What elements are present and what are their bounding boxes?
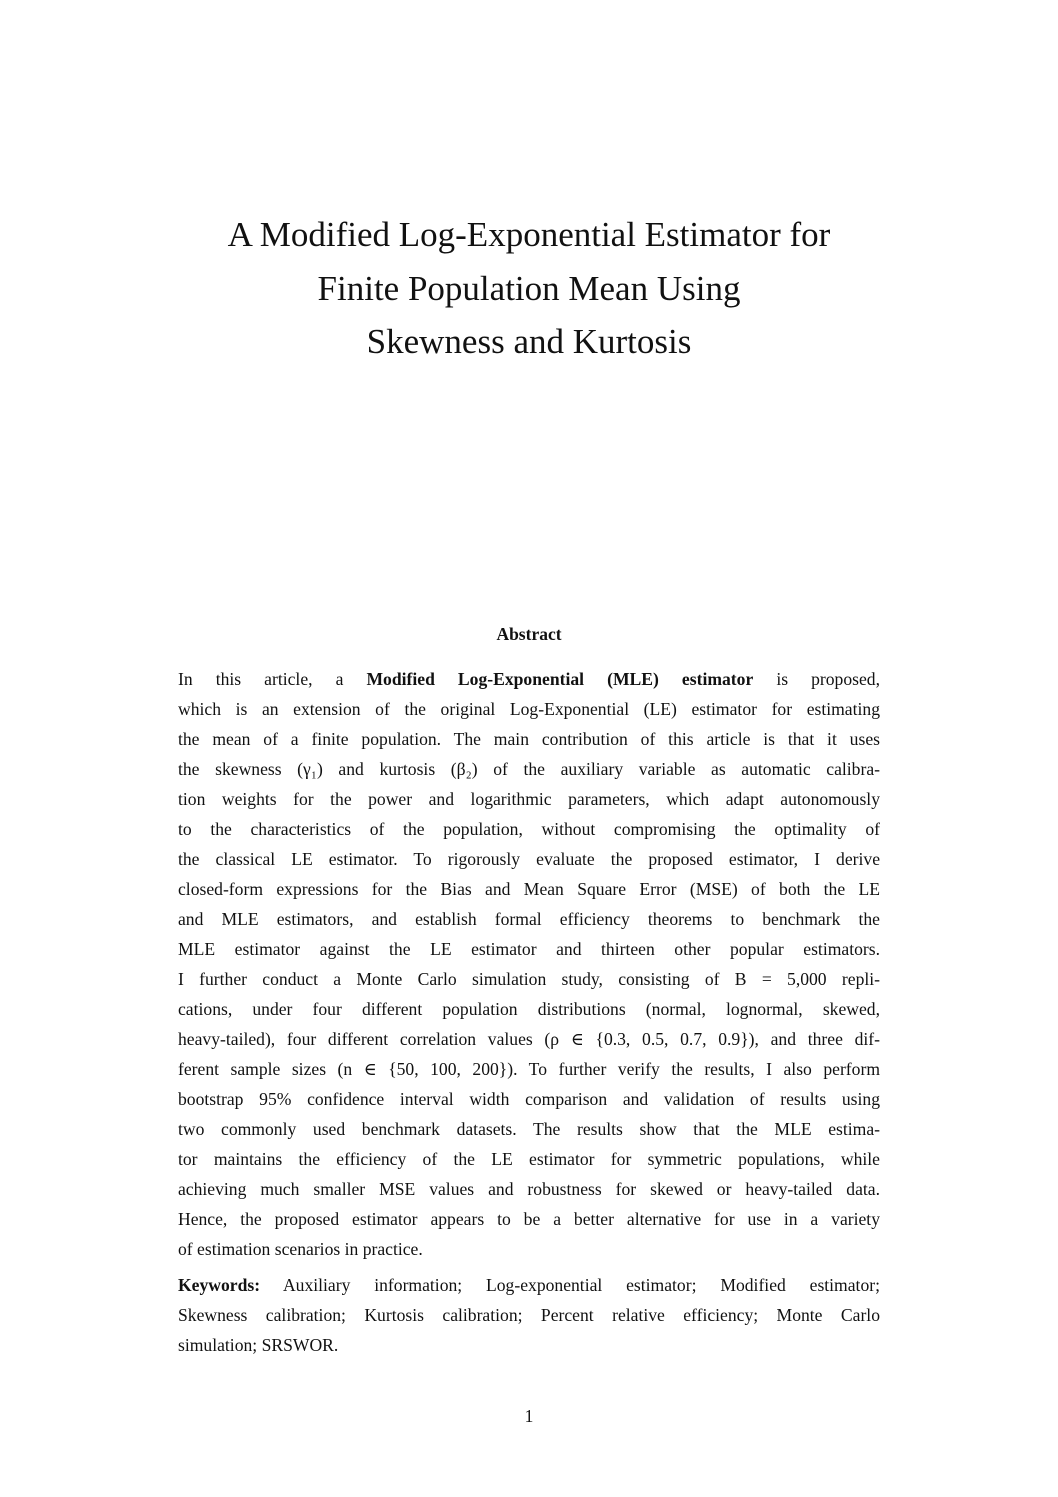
keywords-line: simulation; SRSWOR. <box>178 1335 339 1355</box>
abstract-line: cations, under four different population distributions (normal, lognormal, skewed, <box>178 999 880 1019</box>
abstract-line: bootstrap 95% confidence interval width comparison and validation of results using <box>178 1089 880 1109</box>
abstract-line: tion weights for the power and logarithmic parameters, which adapt autonomously <box>178 789 880 809</box>
abstract-line: closed-form expressions for the Bias and Mean Square Error (MSE) of both the LE <box>178 879 880 899</box>
keywords <box>178 1270 880 1360</box>
title-line: A Modified Log-Exponential Estimator for <box>227 215 831 254</box>
title-line: Skewness and Kurtosis <box>366 322 692 361</box>
title-line: Finite Population Mean Using <box>317 268 741 308</box>
abstract-line <box>178 664 880 694</box>
page-number: 1 <box>524 1406 534 1426</box>
text: is proposed, <box>753 669 881 689</box>
abstract-line: Hence, the proposed estimator appears to be a better alternative for use in a variety <box>178 1209 880 1229</box>
abstract-line: I further conduct a Monte Carlo simulation study, consisting of B = 5,000 repli- <box>178 969 880 989</box>
paper-title <box>0 208 1058 369</box>
abstract-line: and MLE estimators, and establish formal efficiency theorems to benchmark the <box>178 909 880 929</box>
abstract-line: the skewness (γ₁) and kurtosis (β₂) of the auxiliary variable as automatic calibra- <box>178 759 880 779</box>
abstract-body <box>178 664 880 1264</box>
abstract-line: tor maintains the efficiency of the LE estimator for symmetric populations, while <box>178 1149 880 1169</box>
abstract-heading: Abstract <box>496 624 562 644</box>
abstract-line: ferent sample sizes (n ∈ {50, 100, 200}). To further verify the results, I also perform <box>178 1059 880 1079</box>
keywords-label: Keywords: <box>178 1275 261 1295</box>
abstract-line: achieving much smaller MSE values and robustness for skewed or heavy-tailed data. <box>178 1179 880 1199</box>
abstract-line: to the characteristics of the population, without compromising the optimality of <box>178 819 880 839</box>
abstract-line: the mean of a finite population. The main contribution of this article is that it uses <box>178 729 880 749</box>
abstract-line: which is an extension of the original Log-Exponential (LE) estimator for estimating <box>178 699 880 719</box>
emphasis: Modified Log-Exponential (MLE) estimator <box>366 669 754 689</box>
keywords-line: Skewness calibration; Kurtosis calibration; Percent relative efficiency; Monte Carlo <box>178 1305 880 1325</box>
abstract-line: the classical LE estimator. To rigorously evaluate the proposed estimator, I derive <box>178 849 880 869</box>
text: In this article, a <box>178 669 367 689</box>
text: Auxiliary information; Log-exponential estimator; Modified estimator; <box>260 1275 880 1295</box>
keywords-line <box>178 1270 880 1300</box>
abstract-line: MLE estimator against the LE estimator and thirteen other popular estimators. <box>178 939 880 959</box>
abstract-line: heavy-tailed), four different correlation values (ρ ∈ {0.3, 0.5, 0.7, 0.9}), and three dif- <box>178 1029 880 1049</box>
abstract-line: two commonly used benchmark datasets. The results show that the MLE estima- <box>178 1119 880 1139</box>
abstract-line: of estimation scenarios in practice. <box>178 1239 423 1259</box>
